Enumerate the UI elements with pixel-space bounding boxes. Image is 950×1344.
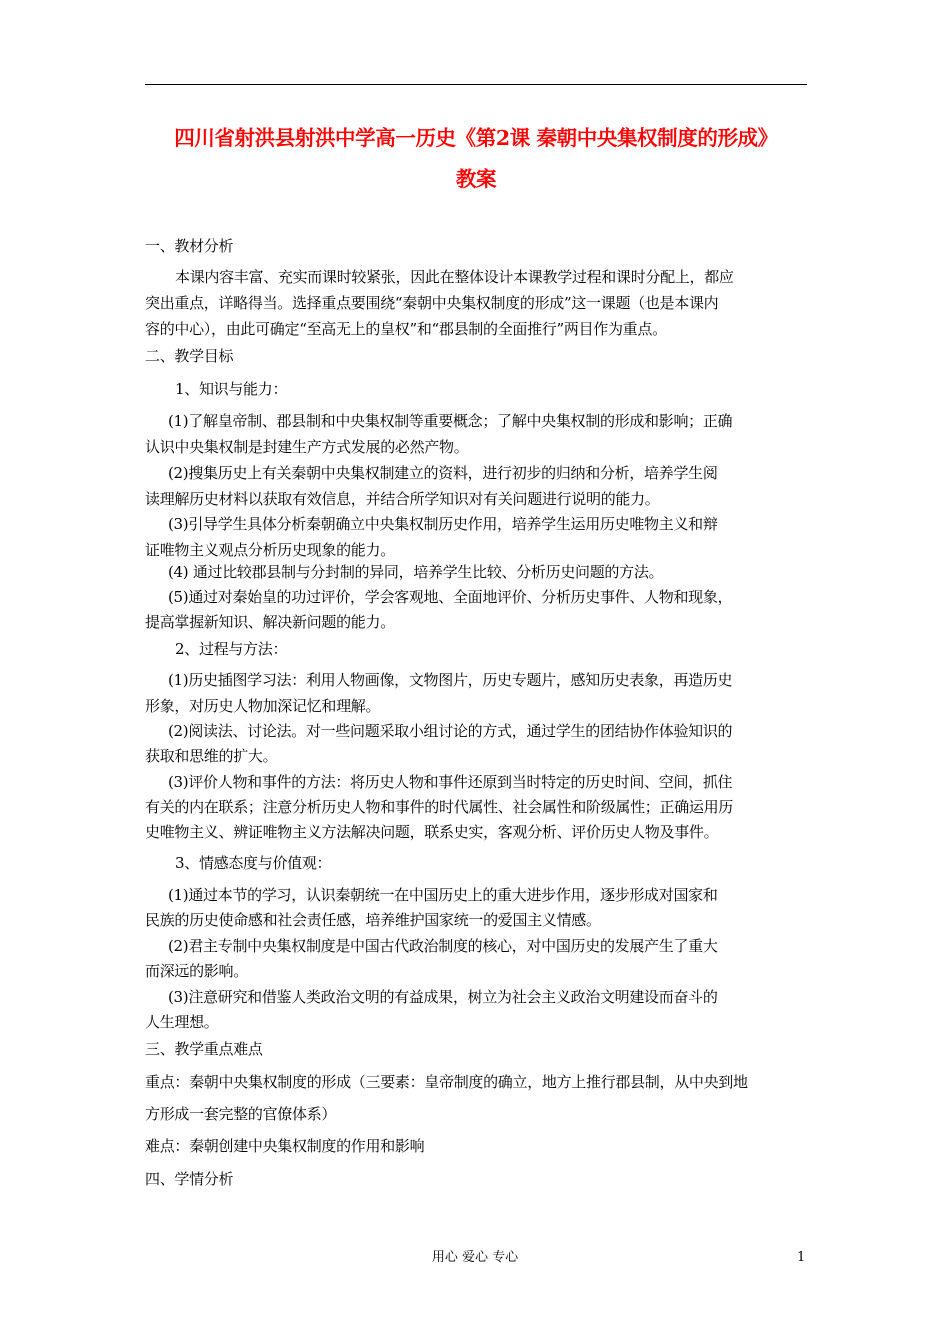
paragraph-line: (1)历史插图学习法：利用人物画像，文物图片，历史专题片，感知历史表象，再造历史 bbox=[168, 671, 733, 689]
section-heading: 三、教学重点难点 bbox=[145, 1040, 263, 1058]
paragraph-line: 有关的内在联系；注意分析历史人物和事件的时代属性、社会属性和阶级属性；正确运用历 bbox=[145, 798, 734, 816]
paragraph-line: 认识中央集权制是封建生产方式发展的必然产物。 bbox=[145, 438, 469, 456]
paragraph-line: 人生理想。 bbox=[145, 1013, 219, 1031]
subsection-heading: 2、过程与方法： bbox=[175, 640, 288, 658]
paragraph-line: 读理解历史材料以获取有效信息，并结合所学知识对有关问题进行说明的能力。 bbox=[145, 490, 660, 508]
paragraph-line: (4) 通过比较郡县制与分封制的异同，培养学生比较、分析历史问题的方法。 bbox=[168, 563, 664, 581]
paragraph-line: 方形成一套完整的官僚体系） bbox=[145, 1105, 337, 1123]
paragraph-line: (2)君主专制中央集权制度是中国古代政治制度的核心，对中国历史的发展产生了重大 bbox=[168, 937, 718, 955]
title-line-2: 教案 bbox=[455, 167, 497, 191]
paragraph-line: (5)通过对秦始皇的功过评价，学会客观地、全面地评价、分析历史事件、人物和现象， bbox=[168, 588, 733, 606]
paragraph-line: 民族的历史使命感和社会责任感，培养维护国家统一的爱国主义情感。 bbox=[145, 911, 601, 929]
section-heading: 二、教学目标 bbox=[145, 347, 234, 365]
paragraph-line: 获取和思维的扩大。 bbox=[145, 747, 278, 765]
header-rule bbox=[145, 84, 807, 85]
paragraph-line: 形象，对历史人物加深记忆和理解。 bbox=[145, 697, 381, 715]
title-line-1: 四川省射洪县射洪中学高一历史《第2课 秦朝中央集权制度的形成》 bbox=[174, 126, 778, 150]
subsection-heading: 3、情感态度与价值观： bbox=[175, 854, 332, 872]
paragraph-line: 本课内容丰富、充实而课时较紧张，因此在整体设计本课教学过程和课时分配上，都应 bbox=[175, 268, 734, 286]
paragraph-line: (1)通过本节的学习，认识秦朝统一在中国历史上的重大进步作用，逐步形成对国家和 bbox=[168, 886, 718, 904]
paragraph-line: (3)评价人物和事件的方法：将历史人物和事件还原到当时特定的历史时间、空间，抓住 bbox=[168, 773, 733, 791]
paragraph-line: 难点：秦朝创建中央集权制度的作用和影响 bbox=[145, 1137, 425, 1155]
paragraph-line: 容的中心），由此可确定“至高无上的皇权”和“郡县制的全面推行”两目作为重点。 bbox=[145, 320, 667, 338]
paragraph-line: 史唯物主义、辨证唯物主义方法解决问题，联系史实，客观分析、评价历史人物及事件。 bbox=[145, 823, 719, 841]
paragraph-line: (2)阅读法、讨论法。对一些问题采取小组讨论的方式，通过学生的团结协作体验知识的 bbox=[168, 722, 733, 740]
paragraph-line: 重点：秦朝中央集权制度的形成（三要素：皇帝制度的确立，地方上推行郡县制，从中央到地 bbox=[145, 1073, 748, 1091]
section-heading: 一、教材分析 bbox=[145, 237, 234, 255]
paragraph-line: (3)引导学生具体分析秦朝确立中央集权制历史作用，培养学生运用历史唯物主义和辩 bbox=[168, 515, 718, 533]
document-title bbox=[140, 118, 812, 200]
paragraph-line: (2)搜集历史上有关秦朝中央集权制建立的资料，进行初步的归纳和分析，培养学生阅 bbox=[168, 464, 718, 482]
paragraph-line: 提高掌握新知识、解决新问题的能力。 bbox=[145, 613, 395, 631]
section-heading: 四、学情分析 bbox=[145, 1170, 234, 1188]
subsection-heading: 1、知识与能力： bbox=[175, 380, 288, 398]
footer-text: 用心 爱心 专心 bbox=[431, 1250, 519, 1265]
paragraph-line: 而深远的影响。 bbox=[145, 962, 248, 980]
paragraph-line: (3)注意研究和借鉴人类政治文明的有益成果，树立为社会主义政治文明建设而奋斗的 bbox=[168, 988, 718, 1006]
paragraph-line: 突出重点，详略得当。选择重点要围绕“秦朝中央集权制度的形成”这一课题（也是本课内 bbox=[145, 294, 719, 312]
paragraph-line: 证唯物主义观点分析历史现象的能力。 bbox=[145, 541, 395, 559]
page-number: 1 bbox=[797, 1250, 806, 1265]
paragraph-line: (1)了解皇帝制、郡县制和中央集权制等重要概念；了解中央集权制的形成和影响；正确 bbox=[168, 412, 733, 430]
